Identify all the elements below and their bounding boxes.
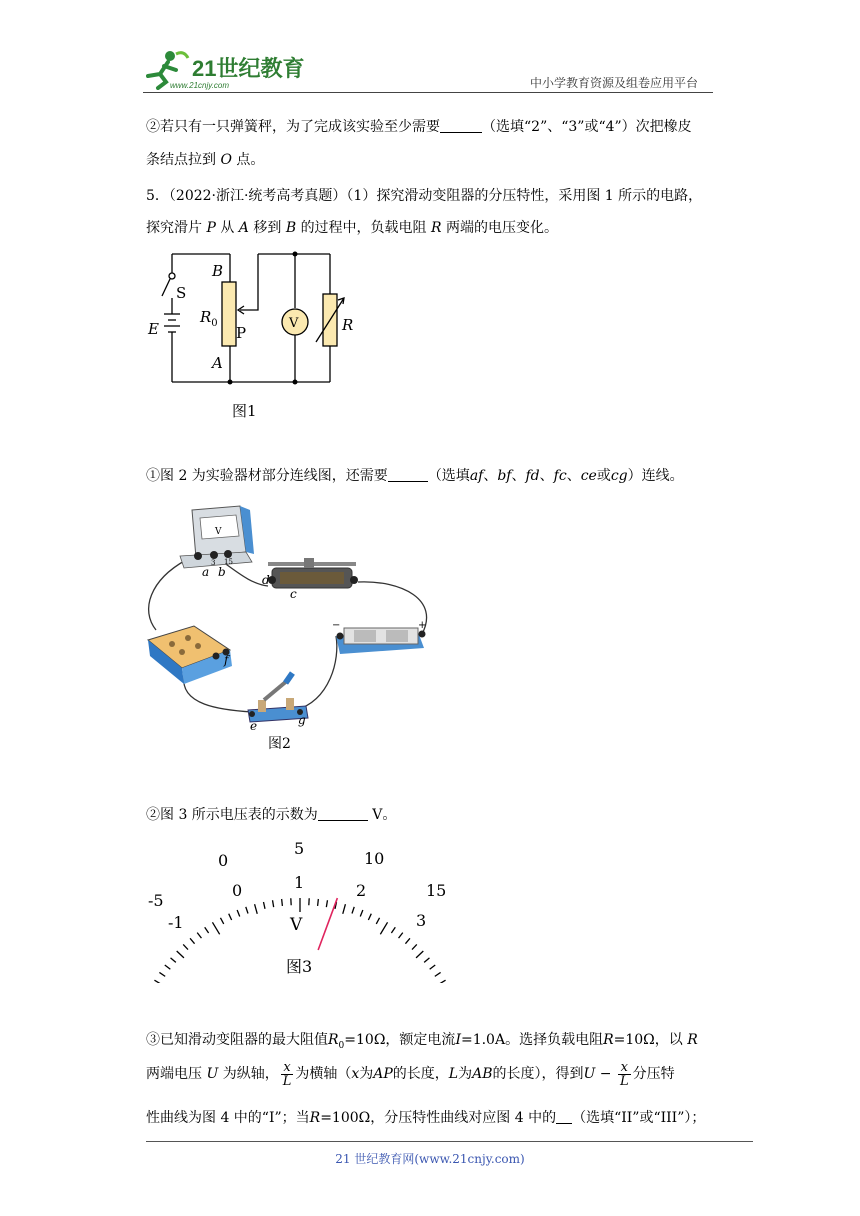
separator: 、 bbox=[483, 468, 498, 484]
voltmeter-label: V bbox=[215, 527, 222, 537]
svg-text:www.21cnjy.com: www.21cnjy.com bbox=[170, 81, 229, 90]
voltmeter-device bbox=[180, 506, 254, 568]
figure-1-caption: 图1 bbox=[232, 402, 257, 420]
scale-tick bbox=[405, 938, 410, 943]
var-R: R bbox=[603, 1032, 614, 1048]
scale-tick bbox=[220, 918, 223, 924]
outer-label: 5 bbox=[294, 839, 305, 858]
scale-tick bbox=[412, 944, 417, 949]
q5-line2 bbox=[146, 218, 558, 238]
scale-tick bbox=[171, 958, 176, 963]
scale-tick bbox=[273, 900, 274, 907]
text: 为 bbox=[458, 1066, 473, 1082]
label-A: A bbox=[212, 354, 223, 372]
scale-tick bbox=[376, 918, 379, 924]
rheostat-device bbox=[268, 558, 358, 588]
var-A: A bbox=[238, 220, 249, 236]
scale-tick bbox=[380, 922, 387, 934]
scale-tick bbox=[154, 980, 160, 983]
inner-label: 2 bbox=[356, 881, 367, 900]
text: 两端的电压变化。 bbox=[446, 220, 559, 236]
option-bf: bf bbox=[497, 468, 512, 484]
text: 移到 bbox=[253, 220, 282, 236]
text: （选填 bbox=[427, 468, 470, 484]
answer-blank[interactable] bbox=[440, 118, 482, 133]
text: =1.0A。选择负载电阻 bbox=[460, 1032, 604, 1048]
figure-3-meter-scale bbox=[140, 838, 470, 983]
scale-tick bbox=[391, 927, 395, 933]
text: ③已知滑动变阻器的最大阻值 bbox=[146, 1032, 328, 1048]
unit-label: V bbox=[290, 915, 303, 935]
sub1-line bbox=[146, 466, 684, 486]
var-I: I bbox=[455, 1032, 461, 1048]
meter-needle bbox=[318, 898, 337, 950]
terminal-e: e bbox=[250, 719, 258, 733]
label-S: S bbox=[176, 284, 187, 302]
scale-tick bbox=[399, 933, 403, 939]
text: 为横轴（ bbox=[295, 1066, 352, 1082]
junction-dot bbox=[293, 252, 298, 257]
scale-tick bbox=[255, 904, 258, 914]
scale-tick bbox=[416, 951, 423, 958]
prev-question-line2 bbox=[146, 150, 264, 170]
resistance-box bbox=[148, 626, 232, 684]
label-B: B bbox=[212, 262, 224, 280]
text: ②若只有一只弹簧秤，为了完成该实验至少需要 bbox=[146, 119, 440, 135]
figure-1-circuit bbox=[140, 246, 360, 426]
scale-tick bbox=[212, 922, 219, 934]
option-fc: fc bbox=[553, 468, 567, 484]
numerator: x bbox=[281, 1061, 294, 1075]
terminal-g: g bbox=[298, 713, 306, 727]
outer-label: 0 bbox=[218, 851, 229, 870]
scale-tick bbox=[368, 914, 371, 920]
scale-tick bbox=[440, 980, 446, 983]
junction-dot bbox=[228, 380, 233, 385]
numerator: x bbox=[618, 1061, 631, 1075]
scale-3: 3 bbox=[211, 559, 216, 567]
fraction-x-over-L bbox=[281, 1061, 294, 1088]
denominator: L bbox=[619, 1073, 629, 1089]
scale-tick bbox=[159, 972, 165, 976]
answer-blank[interactable] bbox=[388, 467, 428, 482]
option-fd: fd bbox=[525, 468, 540, 484]
scale-tick bbox=[326, 900, 327, 907]
label-R0: $R_0$ bbox=[200, 308, 218, 329]
site-logo bbox=[140, 46, 310, 90]
var-AB: AB bbox=[472, 1066, 493, 1082]
fraction-x-over-L bbox=[618, 1061, 631, 1088]
var-R: R bbox=[431, 220, 442, 236]
text: 探究滑片 bbox=[146, 220, 202, 236]
scale-tick bbox=[237, 910, 240, 917]
sub2-line bbox=[146, 805, 396, 825]
var-L: L bbox=[448, 1066, 459, 1082]
sub3-line3 bbox=[146, 1108, 705, 1128]
text: 点。 bbox=[236, 152, 265, 168]
scale-tick bbox=[177, 951, 184, 958]
inner-label: 3 bbox=[416, 911, 427, 930]
text: V。 bbox=[367, 807, 397, 823]
q5-line1: 5．（2022·浙江·统考高考真题）（1）探究滑动变阻器的分压特性，采用图 1 所示的电路， bbox=[146, 188, 703, 204]
dash: − bbox=[595, 1066, 616, 1082]
figure-2-apparatus bbox=[140, 500, 450, 760]
footer-text: 21 世纪教育网(www.21cnjy.com) bbox=[335, 1152, 525, 1166]
scale-tick bbox=[197, 933, 201, 939]
text: 为纵轴， bbox=[222, 1066, 279, 1082]
var-x: x bbox=[351, 1066, 360, 1082]
figure-2-caption: 图2 bbox=[268, 736, 291, 752]
scale-tick bbox=[424, 958, 429, 963]
text: =10Ω，以 bbox=[613, 1032, 683, 1048]
text: 从 bbox=[220, 220, 235, 236]
platform-name: 中小学教育资源及组卷应用平台 bbox=[530, 76, 699, 90]
text: 或 bbox=[596, 468, 611, 484]
scale-tick bbox=[165, 965, 171, 969]
text: 为 bbox=[359, 1066, 374, 1082]
scale-tick bbox=[229, 914, 232, 920]
label-E: E bbox=[148, 320, 159, 338]
terminal-c: c bbox=[290, 587, 297, 601]
outer-label: -5 bbox=[148, 891, 164, 910]
outer-label: 10 bbox=[364, 849, 385, 868]
text: 条结点拉到 bbox=[146, 152, 216, 168]
var-U: U bbox=[583, 1066, 596, 1082]
battery-plus: + bbox=[418, 620, 427, 631]
var-B: B bbox=[285, 220, 297, 236]
var-O: O bbox=[220, 152, 232, 168]
sub3-line1 bbox=[146, 1030, 698, 1056]
separator: 、 bbox=[566, 468, 581, 484]
text: 的长度），得到 bbox=[492, 1066, 584, 1082]
answer-blank[interactable] bbox=[318, 806, 368, 821]
scale-tick bbox=[352, 907, 354, 914]
var-AP: AP bbox=[373, 1066, 393, 1082]
var-R0: R bbox=[328, 1032, 339, 1048]
subscript-0: 0 bbox=[338, 1040, 345, 1051]
scale-tick bbox=[343, 904, 346, 914]
scale-15: 15 bbox=[224, 558, 233, 566]
separator: 、 bbox=[511, 468, 526, 484]
label-R: R bbox=[342, 316, 354, 334]
inner-label: 1 bbox=[294, 873, 305, 892]
text: =10Ω，额定电流 bbox=[344, 1032, 456, 1048]
text: （选填“II”或“III”）； bbox=[572, 1110, 706, 1126]
text: 性曲线为图 4 中的“I”；当 bbox=[146, 1110, 310, 1126]
scale-tick bbox=[190, 938, 195, 943]
svg-text:21世纪教育: 21世纪教育 bbox=[192, 56, 305, 81]
separator: 、 bbox=[539, 468, 554, 484]
inner-label: 0 bbox=[232, 881, 243, 900]
var-U: U bbox=[206, 1066, 219, 1082]
var-R: R bbox=[687, 1032, 698, 1048]
junction-dot bbox=[293, 380, 298, 385]
terminal-a: a bbox=[202, 565, 210, 579]
terminal-f: f bbox=[224, 653, 229, 667]
text: 的长度， bbox=[392, 1066, 449, 1082]
figure-3-caption: 图3 bbox=[286, 957, 313, 976]
text: ②图 3 所示电压表的示数为 bbox=[146, 807, 318, 823]
scale-tick bbox=[318, 899, 319, 906]
text: 分压特 bbox=[632, 1066, 675, 1082]
footer-divider bbox=[146, 1141, 753, 1142]
denominator: L bbox=[282, 1073, 292, 1089]
option-af: af bbox=[469, 468, 484, 484]
prev-question-line1 bbox=[146, 117, 692, 137]
battery-holder bbox=[336, 628, 426, 654]
terminal-b: b bbox=[218, 565, 226, 579]
scale-tick bbox=[282, 899, 283, 906]
scale-tick bbox=[430, 965, 436, 969]
option-ce: ce bbox=[580, 468, 597, 484]
text: 两端电压 bbox=[146, 1066, 202, 1082]
header-divider bbox=[143, 92, 713, 93]
text: ①图 2 为实验器材部分连线图，还需要 bbox=[146, 468, 388, 484]
scale-tick bbox=[246, 907, 248, 914]
text: （选填“2”、“3”或“4”）次把橡皮 bbox=[482, 119, 692, 135]
scale-tick bbox=[263, 902, 265, 909]
text: =100Ω，分压特性曲线对应图 4 中的 bbox=[320, 1110, 557, 1126]
battery-minus: − bbox=[332, 620, 341, 631]
outer-label: 15 bbox=[426, 881, 447, 900]
inner-label: -1 bbox=[168, 913, 184, 932]
scale-tick bbox=[183, 944, 188, 949]
voltmeter-V-label: V bbox=[289, 316, 299, 331]
sub3-line2 bbox=[146, 1058, 675, 1090]
option-cg: cg bbox=[610, 468, 628, 484]
runner-logo-icon bbox=[140, 46, 310, 90]
text: 的过程中，负载电阻 bbox=[300, 220, 427, 236]
label-P: P bbox=[236, 324, 247, 342]
var-P: P bbox=[206, 220, 216, 236]
var-R: R bbox=[309, 1110, 321, 1126]
scale-tick bbox=[360, 910, 363, 917]
terminal-d: d bbox=[262, 573, 270, 587]
scale-tick bbox=[205, 927, 209, 933]
scale-tick bbox=[435, 972, 441, 976]
text: ）连线。 bbox=[627, 468, 684, 484]
answer-blank[interactable] bbox=[556, 1109, 572, 1124]
